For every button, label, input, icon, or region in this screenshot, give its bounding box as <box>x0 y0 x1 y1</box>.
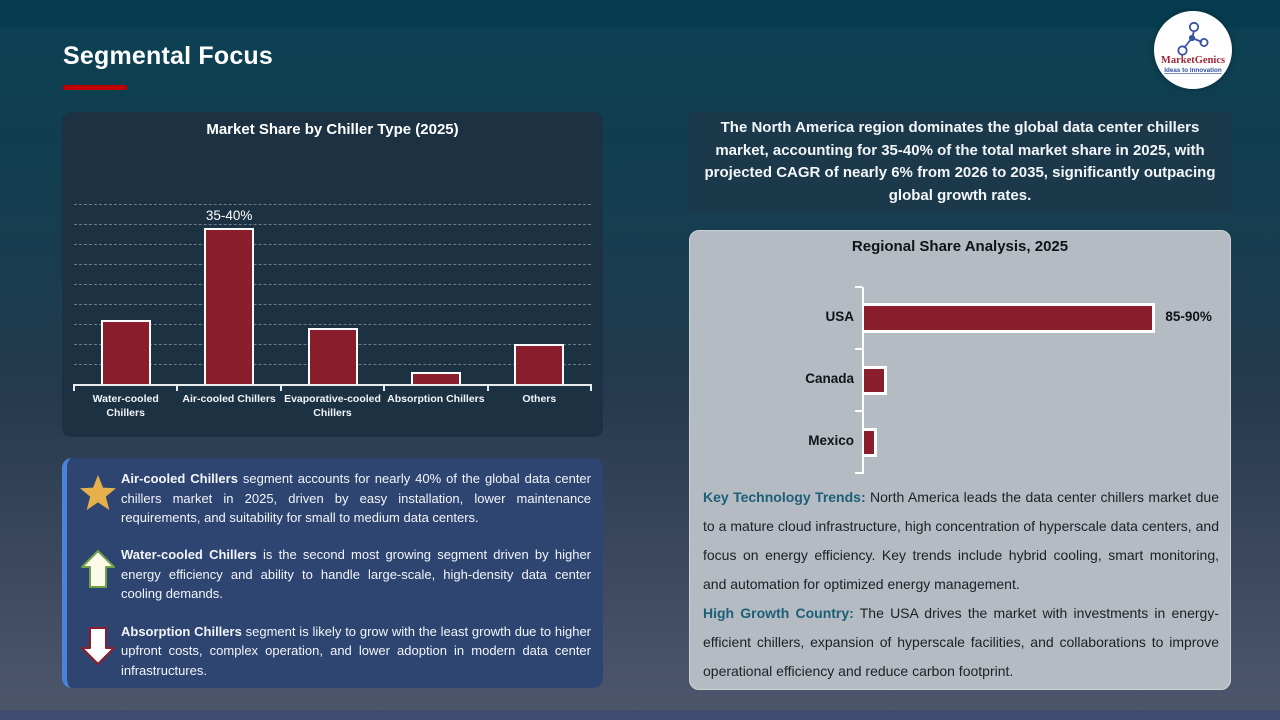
x-axis-tick <box>73 384 75 391</box>
x-axis-tick <box>487 384 489 391</box>
high-growth-country-text: The USA drives the market with investments in energy-efficient chillers, expansion of hyperscale facilities, and collaborations to improve operational efficiency and reduce carbon footprint. <box>703 605 1219 679</box>
key-technology-trends-text: North America leads the data center chillers market due to a mature cloud infrastructure, high concentration of hyperscale data centers, and focus on energy efficiency. Key trends include hybrid cooling, smart monitoring, and automation for optimized energy management. <box>703 489 1219 592</box>
bar-absorption-chillers <box>411 372 461 384</box>
insight-row-air-cooled <box>75 469 591 528</box>
gridline <box>74 324 591 325</box>
bar-usa <box>864 303 1155 333</box>
bar-evaporative-cooled-chillers <box>308 328 358 384</box>
x-axis-line <box>74 384 591 386</box>
x-axis-tick <box>383 384 385 391</box>
gridline <box>74 224 591 225</box>
north-america-highlight-text: The North America region dominates the global data center chillers market, accounting for 35-40% of the total market share in 2025, with projected CAGR of nearly 6% from 2026 to 2035, significantly outpacing global growth rates. <box>704 119 1216 204</box>
insight-row-absorption <box>75 622 591 681</box>
star-icon <box>75 469 121 513</box>
x-axis-tick <box>280 384 282 391</box>
segment-insights-box <box>62 458 603 688</box>
title-underline <box>63 85 127 90</box>
high-growth-country-label: High Growth Country: <box>703 605 854 621</box>
bar-mexico <box>864 428 877 457</box>
bar-others <box>514 344 564 384</box>
logo-graphic <box>1154 11 1232 89</box>
key-technology-trends-label: Key Technology Trends: <box>703 489 866 505</box>
insight-row-water-cooled <box>75 545 591 604</box>
chiller-type-chart-panel <box>62 112 603 437</box>
page-title: Segmental Focus <box>63 42 273 70</box>
up-arrow-icon <box>75 545 121 589</box>
bar-water-cooled-chillers <box>101 320 151 384</box>
y-axis-line <box>862 287 864 474</box>
regional-share-chart-title: Regional Share Analysis, 2025 <box>851 238 1069 255</box>
y-axis-label: Canada <box>805 371 854 386</box>
top-accent-strip <box>0 0 1280 28</box>
logo-name-text: MarketGenics <box>1160 55 1226 66</box>
x-axis-label: Air-cooled Chillers <box>182 393 276 405</box>
chiller-type-chart-title: Market Share by Chiller Type (2025) <box>206 121 459 138</box>
x-axis-tick <box>176 384 178 391</box>
gridline <box>74 284 591 285</box>
insight-text-absorption: Absorption Chillers segment is likely to grow with the least growth due to higher upfront costs, complex operation, and lower adoption in modern data center infrastructures. <box>121 623 592 678</box>
gridline <box>74 244 591 245</box>
bar-air-cooled-chillers <box>204 228 254 384</box>
x-axis-label: Water-cooled Chillers <box>92 393 159 419</box>
x-axis-label: Evaporative-cooled Chillers <box>284 393 381 419</box>
insight-text-water-cooled: Water-cooled Chillers is the second most growing segment driven by higher energy efficiency and ability to handle large-scale, high-density data center cooling demands. <box>121 547 592 602</box>
insight-text-air-cooled: Air-cooled Chillers segment accounts for nearly 40% of the global data center chillers market in 2025, driven by easy installation, lower maintenance requirements, and suitability for small to medium data centers. <box>121 471 591 525</box>
x-axis-label: Others <box>522 393 557 405</box>
down-arrow-icon <box>75 622 121 666</box>
gridline <box>74 304 591 305</box>
north-america-highlight-box <box>689 112 1231 212</box>
y-axis-tick <box>855 286 862 288</box>
y-axis-tick <box>855 410 862 412</box>
gridline <box>74 264 591 265</box>
marketgenics-logo <box>1154 11 1232 89</box>
bar-value-label: 85-90% <box>1165 309 1212 324</box>
gridline <box>74 204 591 205</box>
x-axis-label: Absorption Chillers <box>387 393 485 405</box>
y-axis-tick <box>855 348 862 350</box>
chiller-type-chart-plot <box>62 112 603 437</box>
bar-value-label: 35-40% <box>205 208 253 223</box>
logo-tagline-text: Ideas to Innovation <box>1164 67 1222 74</box>
regional-share-panel <box>689 230 1231 690</box>
bottom-accent-strip <box>0 710 1280 720</box>
molecule-icon <box>1178 23 1207 55</box>
y-axis-tick <box>855 472 862 474</box>
y-axis-label: USA <box>825 309 854 324</box>
x-axis-tick <box>590 384 592 391</box>
bar-canada <box>864 366 887 395</box>
y-axis-label: Mexico <box>808 433 854 448</box>
regional-notes <box>703 483 1219 686</box>
